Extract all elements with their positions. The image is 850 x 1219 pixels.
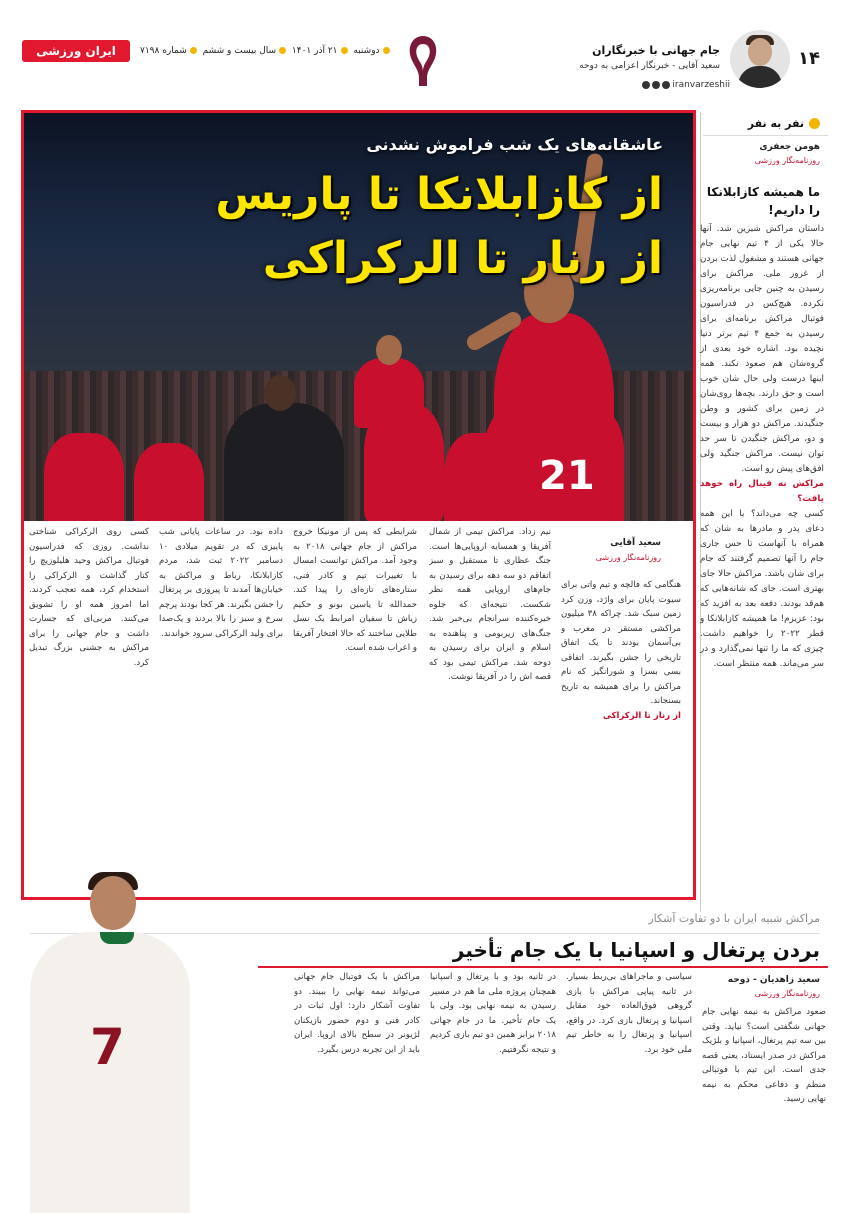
newspaper-logo[interactable]: ایران ورزشی [22,40,130,62]
page-header [0,0,850,100]
bottom-author: سعید زاهدیان - دوحه [727,975,820,985]
headline-line-1: از کازابلانکا تا پاریس [215,169,663,220]
ronaldo-photo [10,868,190,1213]
issue-info: دوشنبه ۲۱ آذر ۱۴۰۱ سال بیست و ششم شماره ۷۱۹۸ [140,46,393,56]
article-author-role: روزنامه‌نگار ورزشی [595,553,661,562]
celebration-photo [24,113,693,521]
page-number: ۱۴ [798,48,820,69]
headline-line-2: از رنار تا الرکراکی [262,233,663,284]
bottom-kicker: مراکش شبیه ایران با دو تفاوت آشکار [30,912,820,934]
bullet-icon [383,47,390,54]
jersey-number: 7 [90,1018,125,1076]
bottom-author-role: روزنامه‌نگار ورزشی [754,989,820,998]
bullet-icon [190,47,197,54]
sidebar-body [700,222,824,672]
article-column-2: نیم زداد. مراکش تیمی از شمال آفریقا و همسایه اروپایی‌ها است. جنگ عظاری تا مستقبل و سبز اتفاقم دو سه دهه برای رسیدن به جام‌های اروپایی همه نظر شکست. نتیجه‌ای که جلوه خیره‌کننده سرانجام بی‌خبر شد. جنگ‌های زیربومی و پناهنده به اسلام و ایران برای رسیدن به دوحه شد. مراکش تیمی بود که قصه اش را در آفریقا نوشت. [429,527,551,682]
jersey-number: 21 [539,453,595,499]
divider [703,135,828,136]
main-article [21,110,696,900]
sidebar-subhead: مراکش نه فینال راه خوهد یافت؟ [700,479,824,504]
bottom-column-1: صعود مراکش به نیمه نهایی جام جهانی شگفتی است؟ نیاید. وقتی بین سه تیم پرتغال، اسپانیا و بلژیک مراکش در صدر ایستاد، یعنی قصه جدی است. این تیم با فوتبالی منظم و دفاعی محکم به نیمه نهایی رسید. [702,1007,826,1104]
section-dot-icon [809,118,820,129]
paragraph: کسی چه می‌داند؟ با این همه دعای پدر و مادرها به شان که همراه با آنهاست تا حس جاری جام را آنها تصمیم گرفتند که جام برای شان باشد. مراکش حالا جای بهتری است. جای که شانه‌هایی که هم‌قد بودند. دفعه بعد به افزید که بود: عزیزم! ما همیشه کازابلانکا و قطر ۲۰۲۲ را خواهیم داشت. چیزی که ما را تنها نمی‌گذارد و در سر می‌ماند. همه منتظر است. [700,509,824,669]
handle-text: iranvarzeshii [672,80,730,90]
paragraph: داستان مراکش شیرین شد. آنها حالا یکی از ۴ تیم نهایی جام جهانی هستند و مشغول لذت بردن از غرور ملی. مراکش برای رسیدن به چنین جایی برنامه‌ریزی نکرده. هیچ‌کس در فدراسیون فوتبال مراکش برنامه‌ای برای رسیدن به جمع ۴ تیم برتر دنیا نچیده بود. اشاره خود بعدی از گروه‌شان هم صعود نکند. همه اینها درست ولی حال شان خوب است و حق دارند. بچه‌ها روی‌شان در زمین برای کشور و وطن جنگیدند. مراکش دو هزار و بیست و دو، مراکش جنگیدن تا سر حد توان نیست. مراکش جنگید ولی افق‌های پیش رو است. [700,224,824,474]
sidebar-author: هومن جعفری [759,142,820,152]
headline-rule [258,966,828,968]
bullet-icon [279,47,286,54]
sidebar-author-role: روزنامه‌نگار ورزشی [754,156,820,165]
article-column-1: هنگامی که فالچه و تیم واتی برای سیوت پایان برای واژد، وزن کرد زمین سبک شد. چراکه ۳۸ میلیون مراکشی مستقر در مغرب و بی‌آسمان بودند تا یک اتفاق تاریخی را جشن بگیرند. اتفاقی بسی بسزا و شورانگیز که نام مراکش را برای همیشه به تاریخ بسنجاند. از رنار تا الرکراکی [561,578,681,890]
world-cup-logo-icon [403,32,443,90]
column-title: جام جهانی با خبرنگاران [592,44,720,57]
columnist-avatar [730,30,790,88]
sidebar-title: ما همیشه کازابلانکا را داریم! [706,185,820,217]
article-kicker: عاشقانه‌های یک شب فراموش نشدنی [366,135,663,154]
telegram-icon [652,81,660,89]
bottom-column-4: مراکش با یک فوتبال جام جهانی می‌تواند نیمه نهایی را ببیند. دو تفاوت آشکار دارد: اول ثبات در کادر فنی و دوم حضور بازیکنان لژیونر در سطح بالای اروپا. ایران باید از این تجربه درس بگیرد. [294,972,420,1055]
bullet-icon [341,47,348,54]
article-column-3: شرایطی که پس از مونیکا خروج مراکش از جام جهانی ۲۰۱۸ به وجود آمد. مراکش توانست امسال با تغییرات تیم و کادر فنی، ستاره‌های تازه‌ای را پیدا کند. حمدالله تا یاسین بونو و حکیم زیاش تا سفیان امرابط یک نسل طلایی ساختند که حالا افتخار آفریقا و اعراب شده است. [293,527,417,653]
instagram-icon [642,81,650,89]
sidebar-section: نفر به نفر [702,117,820,130]
article-author: سعید آقایی [610,538,661,548]
article-subhead: از رنار تا الرکراکی [602,710,681,721]
article-column-4: داده بود. در ساعات پایانی شب پاییزی که در تقویم میلادی ۱۰ دسامبر ۲۰۲۲ ثبت شد، مردم کازابلانکا، رباط و مراکش به خیابان‌ها آمدند تا پیروزی بر پرتغال را جشن بگیرند. هر کجا بودند پرچم سرخ و سبز را بالا بردند و یک‌صدا برای ولید الرکراکی سرود خواندند. [159,527,283,639]
column-subtitle: سعید آقایی - خبرنگار اعزامی به دوحه [579,61,720,71]
bottom-column-3: در ثانیه بود و با پرتغال و اسپانیا همچنان پروژه ملی ما هم در مسیر رسیدن به نیمه نهایی بود. ولی با یک جام تأخیر. ما در جام جهانی ۲۰۱۸ برابر همین دو تیم بازی کردیم و نتیجه نگرفتیم. [430,972,556,1055]
bottom-column-2: سیاسی و ماجراهای بی‌ربط بسیار. در ثانیه پیاپی مراکش با بازی گروهی فوق‌العاده خود مقابل اسپانیا و پرتغال بازی کرد. در واقع، اسپانیا و پرتغال را به خاطر تیم ملی خود برد. [566,972,692,1055]
article-column-5: کسی روی الرکراکی شناختی نداشت. روزی که فدراسیون فوتبال مراکش وحید هلیلوزیچ را کنار گذاشت و الرکراکی را استخدام کرد، همه تعجب کردند. اما امروز همه او را تشویق می‌کنند. مربی‌ای که جسارت داشت و جام جهانی را برای مراکش به جشنی بزرگ تبدیل کرد. [29,527,149,668]
bottom-headline: بردن پرتغال و اسپانیا با یک جام تأخیر [452,938,820,962]
web-icon [662,81,670,89]
social-handle[interactable] [640,80,731,90]
